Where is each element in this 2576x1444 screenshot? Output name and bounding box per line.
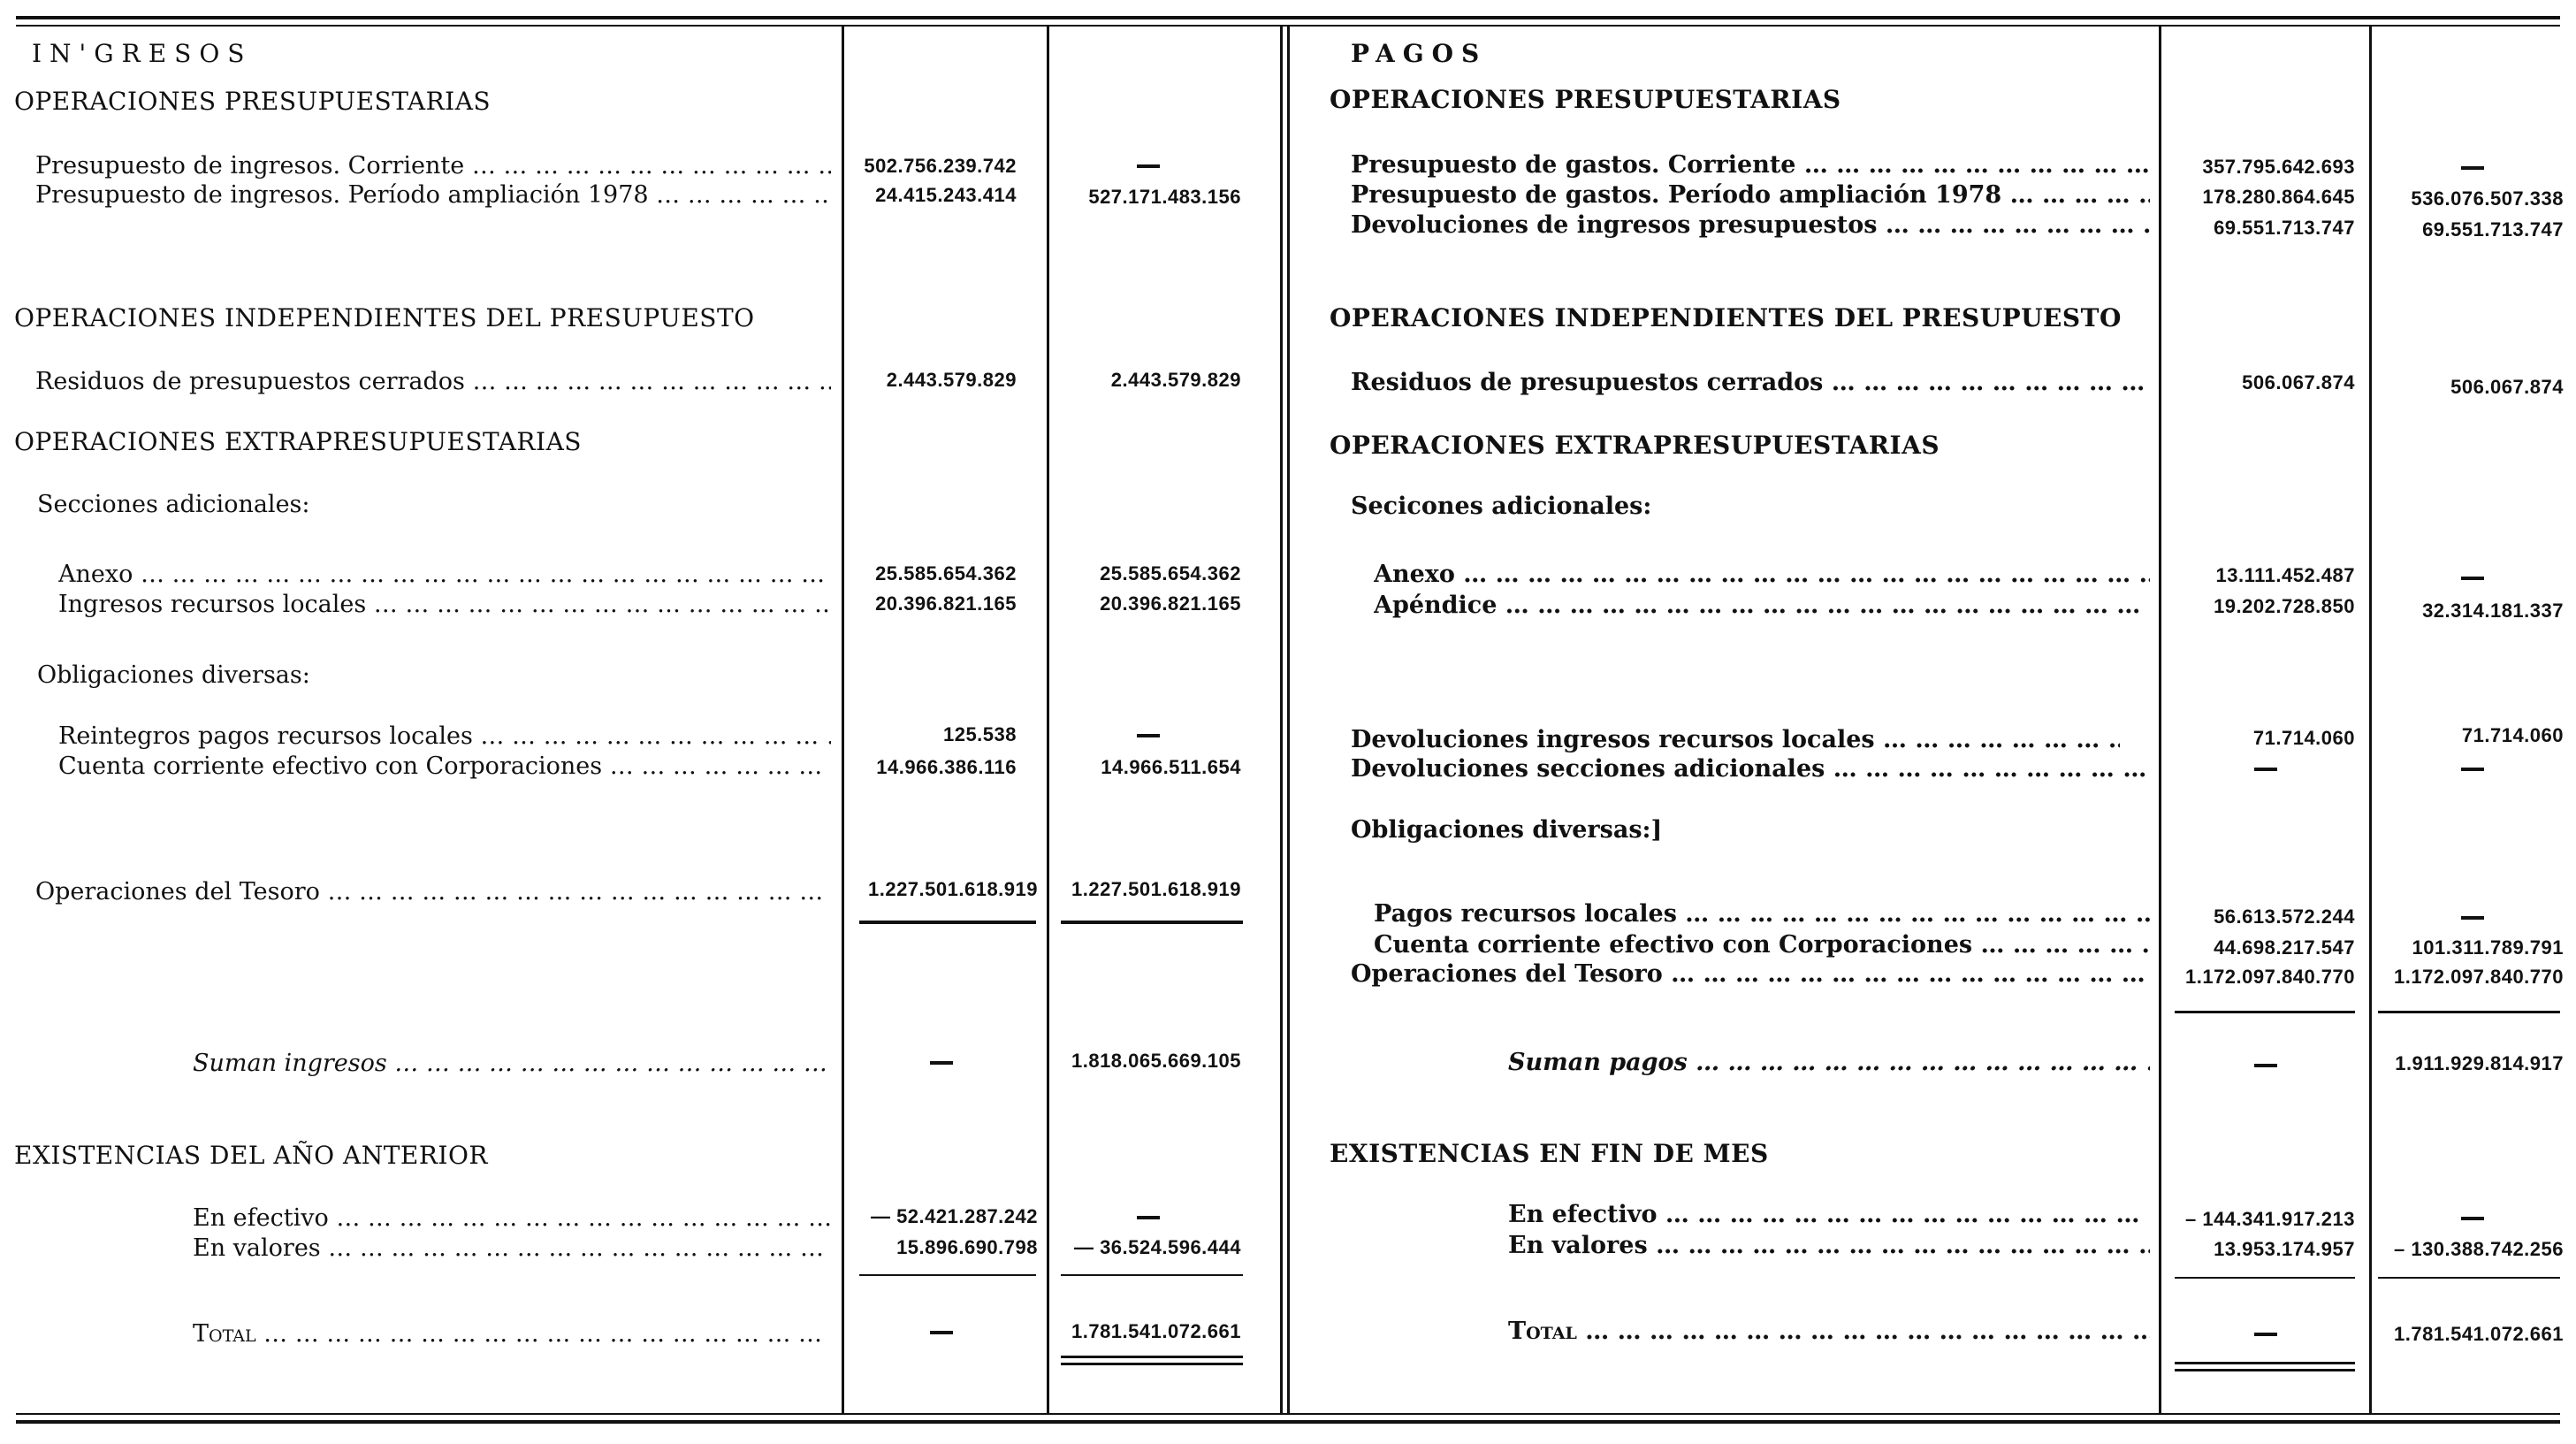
- pagos-row-label: Operaciones del Tesoro … … … … … … … … … … … … … … … … … … … … … … … … … … … … … … … … … … … … … … … … … … … … … … … … … … … … … … …: [1351, 959, 2150, 989]
- ingresos-dash-col2: [1137, 734, 1160, 737]
- pagos-row-label: En valores … … … … … … … … … … … … … … … … … … … … … … … … … … … … … … … … … … … … … … … … … … … … … … … … … … … … … … …: [1508, 1231, 2150, 1261]
- pagos-dash-col2: [2461, 166, 2484, 170]
- pagos-subtotal-rule-col2: [2378, 1011, 2560, 1013]
- pagos-value-col2: 506.067.874: [2450, 376, 2564, 398]
- ingresos-value-col2: 25.585.654.362: [1100, 562, 1241, 584]
- ingresos-total-value: 1.781.541.072.661: [1071, 1320, 1241, 1342]
- pagos-col2-rule: [2369, 27, 2372, 1413]
- pagos-row-label: Anexo … … … … … … … … … … … … … … … … … … … … … … … … … … … … … … … … … … … … … … … … … … … … … … … … … … … … … … …: [1374, 560, 2150, 590]
- pagos-total-rule-a-col1: [2175, 1362, 2355, 1364]
- pagos-value-col1: 44.698.217.547: [2214, 936, 2355, 959]
- ingresos-section-extrapresupuestarias: OPERACIONES EXTRAPRESUPUESTARIAS: [14, 427, 582, 456]
- ingresos-value-col2: 20.396.821.165: [1100, 592, 1241, 615]
- pagos-row-label: Devoluciones de ingresos presupuestos … … … … … … … … … … … … … … … … … … … … … … … … … … … … … … … … … … … … … … … … … … … … … … … … … … … … … … …: [1351, 210, 2150, 241]
- ingresos-value-col1: 502.756.239.742: [864, 155, 1017, 177]
- pagos-row-label: Cuenta corriente efectivo con Corporaciones … … … … … … … … … … … … … … … … … … … … … … … … … … … … … … … … … … … … … … … … … … … … … … … … … … … … … … …: [1374, 930, 2150, 960]
- ingresos-subheading: Secciones adicionales:: [37, 491, 310, 518]
- pagos-value-col1: 71.714.060: [2252, 727, 2355, 749]
- pagos-dash-col1: [2254, 1064, 2277, 1067]
- ingresos-col2-rule: [1047, 27, 1049, 1413]
- ingresos-row-label: Residuos de presupuestos cerrados … … … … … … … … … … … … … … … … … … … … … … … … … … … … … … … … … … … … … … … … … … … … … … … … … … … … … … …: [35, 367, 831, 397]
- ingresos-existencias-rule-col2: [1061, 1274, 1243, 1276]
- pagos-value-col1: 69.551.713.747: [2214, 217, 2355, 239]
- pagos-value-col1: – 144.341.917.213: [2184, 1208, 2355, 1230]
- ingresos-value-col1: 14.966.386.116: [876, 756, 1017, 778]
- pagos-total-label: Total … … … … … … … … … … … … … … … … … … … … … … … … … … … … … … … … … … … … … … … … … … … … … … … … … … … … … … …: [1508, 1317, 2150, 1347]
- pagos-row-label: Pagos recursos locales … … … … … … … … … … … … … … … … … … … … … … … … … … … … … … … … … … … … … … … … … … … … … … … … … … … … … … …: [1374, 899, 2150, 929]
- pagos-value-col1: 13.953.174.957: [2214, 1238, 2355, 1260]
- pagos-dash-col1: [2254, 1333, 2277, 1336]
- ingresos-row-label: Presupuesto de ingresos. Corriente … … … … … … … … … … … … … … … … … … … … … … … … … … … … … … … … … … … … … … … … … … … … … … … … … … … … … … …: [35, 151, 831, 181]
- pagos-section-presupuestarias: OPERACIONES PRESUPUESTARIAS: [1330, 85, 1841, 114]
- pagos-section-independientes: OPERACIONES INDEPENDIENTES DEL PRESUPUESTO: [1330, 303, 2122, 332]
- ingresos-dash-col2: [1137, 1216, 1160, 1219]
- ingresos-value-col2: 14.966.511.654: [1101, 756, 1241, 778]
- ingresos-total-rule-b: [1061, 1363, 1243, 1365]
- ingresos-subheading: Obligaciones diversas:: [37, 661, 310, 689]
- pagos-subheading: Secicones adicionales:: [1351, 493, 1652, 520]
- ingresos-value-col2: 2.443.579.829: [1110, 369, 1241, 391]
- ingresos-value-col2: 1.818.065.669.105: [1071, 1050, 1241, 1072]
- pagos-row-label: En efectivo … … … … … … … … … … … … … … … … … … … … … … … … … … … … … … … … … … … … … … … … … … … … … … … … … … … … … … …: [1508, 1200, 2150, 1230]
- ingresos-value-col2: 1.227.501.618.919: [1071, 878, 1241, 900]
- ingresos-value-col1: 1.227.501.618.919: [867, 878, 1038, 900]
- ingresos-existencias-rule-col1: [859, 1274, 1036, 1276]
- pagos-header: PAGOS: [1351, 39, 1488, 68]
- ingresos-value-col1: 20.396.821.165: [875, 592, 1017, 615]
- ingresos-dash-col1: [930, 1331, 953, 1334]
- ingresos-section-presupuestarias: OPERACIONES PRESUPUESTARIAS: [14, 87, 492, 116]
- ingresos-subtotal-rule-col2: [1061, 921, 1243, 924]
- pagos-value-col1: 178.280.864.645: [2202, 186, 2355, 208]
- ingresos-section-independientes: OPERACIONES INDEPENDIENTES DEL PRESUPUESTO: [14, 303, 755, 332]
- pagos-dash-col2: [2461, 916, 2484, 920]
- pagos-total-rule-b-col1: [2175, 1369, 2355, 1371]
- pagos-value-col2: 101.311.789.791: [2412, 936, 2564, 959]
- pagos-subtotal-rule-col1: [2175, 1011, 2355, 1013]
- ingresos-row-label: En valores … … … … … … … … … … … … … … … … … … … … … … … … … … … … … … … … … … … … … … … … … … … … … … … … … … … … … … …: [193, 1234, 831, 1264]
- pagos-dash-col2: [2461, 1217, 2484, 1220]
- pagos-suman-label: Suman pagos … … … … … … … … … … … … … … … … … … … … … … … … … … … … … … … … … … … … … … … … … … … … … … … … … … … … … … …: [1508, 1048, 2150, 1078]
- pagos-section-existencias: EXISTENCIAS EN FIN DE MES: [1330, 1139, 1769, 1168]
- ingresos-col1-rule: [842, 27, 844, 1413]
- pagos-value-col1: 19.202.728.850: [2214, 595, 2355, 617]
- ingresos-header: IN'GRESOS: [32, 39, 253, 68]
- ingresos-value-col1: 125.538: [942, 723, 1017, 745]
- ingresos-value-col1: 25.585.654.362: [875, 562, 1017, 584]
- pagos-value-col2: 32.314.181.337: [2422, 600, 2564, 622]
- pagos-value-col1: 1.172.097.840.770: [2184, 966, 2355, 988]
- pagos-value-col2: 536.076.507.338: [2411, 187, 2564, 210]
- pagos-value-col1: 506.067.874: [2242, 371, 2355, 393]
- pagos-value-col1: 357.795.642.693: [2202, 156, 2355, 178]
- pagos-value-col2: – 130.388.742.256: [2393, 1238, 2564, 1260]
- ingresos-row-label: Presupuesto de ingresos. Período ampliación 1978 … … … … … … … … … … … … … … … … … … … … … … … … … … … … … … … … … … … … … … … … … … … … … … … … … … … … … … …: [35, 180, 831, 210]
- center-divider-left: [1280, 27, 1283, 1413]
- top-rule-1: [16, 16, 2560, 19]
- pagos-dash-col2: [2461, 768, 2484, 771]
- ingresos-dash-col2: [1137, 164, 1160, 168]
- ingresos-row-label: Anexo … … … … … … … … … … … … … … … … … … … … … … … … … … … … … … … … … … … … … … … … … … … … … … … … … … … … … … …: [58, 560, 831, 590]
- ingresos-value-col1: — 52.421.287.242: [870, 1205, 1038, 1227]
- pagos-existencias-rule-col2: [2378, 1277, 2560, 1279]
- ingresos-value-col2: 527.171.483.156: [1088, 186, 1241, 208]
- ingresos-row-label: En efectivo … … … … … … … … … … … … … … … … … … … … … … … … … … … … … … … … … … … … … … … … … … … … … … … … … … … … … … …: [193, 1203, 831, 1234]
- center-divider-right: [1287, 27, 1290, 1413]
- pagos-row-label: Presupuesto de gastos. Corriente … … … … … … … … … … … … … … … … … … … … … … … … … … … … … … … … … … … … … … … … … … … … … … … … … … … … … … …: [1351, 150, 2150, 180]
- pagos-value-col2: 69.551.713.747: [2422, 218, 2564, 241]
- pagos-value-col2: 1.911.929.814.917: [2395, 1052, 2564, 1074]
- ingresos-suman-label: Suman ingresos … … … … … … … … … … … … … … … … … … … … … … … … … … … … … … … … … … … … … … … … … … … … … … … … … … … … … … …: [193, 1049, 831, 1079]
- ingresos-dash-col1: [930, 1061, 953, 1065]
- pagos-existencias-rule-col1: [2175, 1277, 2355, 1279]
- ingresos-row-label: Operaciones del Tesoro … … … … … … … … … … … … … … … … … … … … … … … … … … … … … … … … … … … … … … … … … … … … … … … … … … … … … … …: [35, 877, 831, 907]
- pagos-value-col1: 56.613.572.244: [2214, 905, 2355, 928]
- pagos-col1-rule: [2159, 27, 2161, 1413]
- ingresos-value-col2: — 36.524.596.444: [1073, 1236, 1241, 1258]
- ingresos-row-label: Ingresos recursos locales … … … … … … … … … … … … … … … … … … … … … … … … … … … … … … … … … … … … … … … … … … … … … … … … … … … … … … …: [58, 590, 831, 620]
- pagos-row-label: Apéndice … … … … … … … … … … … … … … … … … … … … … … … … … … … … … … … … … … … … … … … … … … … … … … … … … … … … … … …: [1374, 591, 2150, 621]
- ingresos-value-col1: 24.415.243.414: [875, 184, 1017, 206]
- bottom-rule-1: [16, 1413, 2560, 1415]
- pagos-value-col2: 71.714.060: [2461, 724, 2564, 746]
- pagos-subheading: Obligaciones diversas:]: [1351, 816, 1663, 844]
- pagos-row-label: Presupuesto de gastos. Período ampliación 1978 … … … … … … … … … … … … … … … … … … … … … … … … … … … … … … … … … … … … … … … … … … … … … … … … … … … … … … …: [1351, 180, 2150, 210]
- pagos-dash-col2: [2461, 577, 2484, 580]
- pagos-value-col2: 1.172.097.840.770: [2393, 966, 2564, 988]
- ingresos-row-label: Reintegros pagos recursos locales … … … … … … … … … … … … … … … … … … … … … … … … … … … … … … … … … … … … … … … … … … … … … … … … … … … … … … …: [58, 722, 831, 752]
- pagos-value-col1: 13.111.452.487: [2215, 564, 2355, 586]
- ingresos-row-label: Cuenta corriente efectivo con Corporaciones … … … … … … … … … … … … … … … … … … … … … … … … … … … … … … … … … … … … … … … … … … … … … … … … … … … … … … …: [58, 752, 831, 782]
- ingresos-total-rule-a: [1061, 1356, 1243, 1358]
- pagos-total-value: 1.781.541.072.661: [2393, 1323, 2564, 1345]
- bottom-rule-2: [16, 1420, 2560, 1424]
- pagos-section-extrapresupuestarias: OPERACIONES EXTRAPRESUPUESTARIAS: [1330, 431, 1940, 460]
- ingresos-value-col1: 2.443.579.829: [886, 369, 1017, 391]
- ingresos-subtotal-rule-col1: [859, 921, 1036, 924]
- pagos-row-label: Residuos de presupuestos cerrados … … … … … … … … … … … … … … … … … … … … … … … … … … … … … … … … … … … … … … … … … … … … … … … … … … … … … … …: [1351, 368, 2150, 398]
- ingresos-value-col1: 15.896.690.798: [896, 1236, 1038, 1258]
- ingresos-total-label: Total … … … … … … … … … … … … … … … … … … … … … … … … … … … … … … … … … … … … … … … … … … … … … … … … … … … … … … …: [193, 1319, 831, 1349]
- pagos-row-label: Devoluciones secciones adicionales … … … … … … … … … … … … … … … … … … … … … … … … … … … … … … … … … … … … … … … … … … … … … … … … … … … … … … …: [1351, 754, 2150, 784]
- pagos-row-label: Devoluciones ingresos recursos locales … … … … … … … … … … … … … … … … … … … … … … … … … … … … … … … … … … … … … … … … … … … … … … … … … … … … … … …: [1351, 725, 2120, 755]
- ingresos-section-existencias: EXISTENCIAS DEL AÑO ANTERIOR: [14, 1141, 488, 1170]
- pagos-dash-col1: [2254, 768, 2277, 771]
